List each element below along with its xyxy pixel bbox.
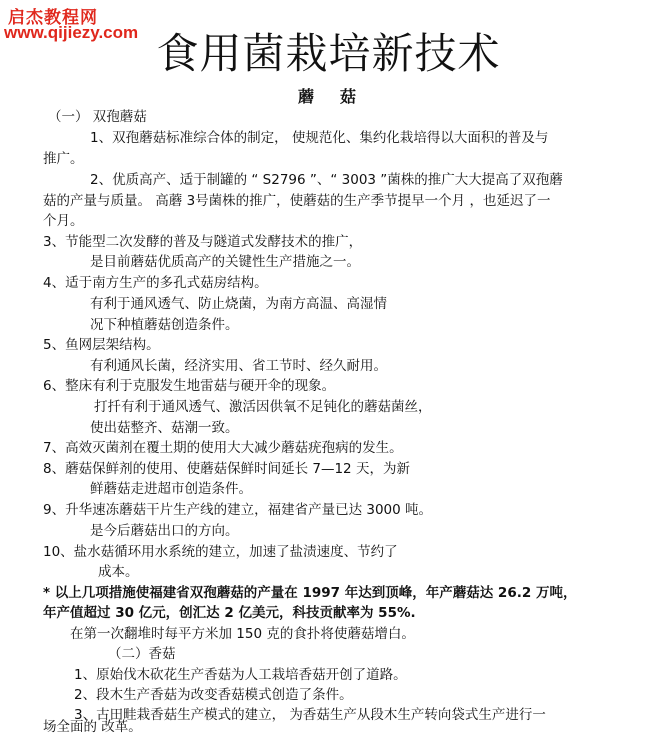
paragraph-line: 4、适于南方生产的多孔式菇房结构。 bbox=[43, 275, 268, 291]
document-title: 食用菌栽培新技术 bbox=[156, 29, 501, 78]
paragraph-line: 1、双孢蘑菇标准综合体的制定， 使规范化、集约化栽培得以大面积的普及与 bbox=[90, 130, 549, 146]
watermark-site-name: 启杰教程网 bbox=[8, 8, 98, 28]
summary-line: 年产值超过 30 亿元，创汇达 2 亿美元，科技贡献率为 55%. bbox=[43, 605, 416, 621]
paragraph-line: 推广。 bbox=[43, 151, 84, 167]
paragraph-line: 是目前蘑菇优质高产的关键性生产措施之一。 bbox=[90, 254, 360, 270]
paragraph-line: 况下种植蘑菇创造条件。 bbox=[90, 317, 239, 333]
paragraph-line: 9、升华速冻蘑菇干片生产线的建立，福建省产量已达 3000 吨。 bbox=[43, 502, 433, 518]
watermark-url: www.qijiezy.com bbox=[4, 23, 139, 42]
paragraph-line: 鲜蘑菇走进超市创造条件。 bbox=[90, 481, 252, 497]
paragraph-line: 3、节能型二次发酵的普及与隧道式发酵技术的推广， bbox=[43, 234, 363, 250]
paragraph-line: 10、盐水菇循环用水系统的建立，加速了盐渍速度、节约了 bbox=[43, 544, 398, 560]
section-heading: （二）香菇 bbox=[108, 646, 176, 662]
paragraph-line: 个月。 bbox=[43, 213, 84, 229]
summary-line: * 以上几项措施使福建省双孢蘑菇的产量在 1997 年达到顶峰，年产蘑菇达 26.2 万吨， bbox=[43, 585, 577, 601]
paragraph-line: 有利通风长菌，经济实用、省工节时、经久耐用。 bbox=[90, 358, 387, 374]
section-heading: （一） 双孢蘑菇 bbox=[48, 109, 147, 125]
paragraph-line: 2、段木生产香菇为改变香菇模式创造了条件。 bbox=[74, 687, 353, 703]
paragraph-line: 打扦有利于通风透气、激活因供氧不足钝化的蘑菇菌丝， bbox=[94, 399, 432, 415]
paragraph-line: 6、整床有利于克服发生地雷菇与硬开伞的现象。 bbox=[43, 378, 336, 394]
paragraph-line: 使出菇整齐、菇潮一致。 bbox=[90, 420, 239, 436]
paragraph-line: 在第一次翻堆时每平方米加 150 克的食扑将使蘑菇增白。 bbox=[70, 626, 415, 642]
paragraph-line: 7、高效灭菌剂在覆土期的使用大大减少蘑菇疣孢病的发生。 bbox=[43, 440, 403, 456]
paragraph-line: 8、蘑菇保鲜剂的使用、使蘑菇保鲜时间延长 7—12 天，为新 bbox=[43, 461, 410, 477]
paragraph-line: 3、古田畦栽香菇生产模式的建立， 为香菇生产从段木生产转向袋式生产进行一 bbox=[74, 707, 546, 723]
paragraph-line: 有利于通风透气、防止烧菌，为南方高温、高湿情 bbox=[90, 296, 387, 312]
paragraph-line: 1、原始伐木砍花生产香菇为人工栽培香菇开创了道路。 bbox=[74, 667, 407, 683]
paragraph-line: 场全面的 改革。 bbox=[43, 719, 142, 735]
paragraph-line: 5、鱼网层架结构。 bbox=[43, 337, 160, 353]
paragraph-line: 成本。 bbox=[98, 564, 139, 580]
paragraph-line: 菇的产量与质量。 高蘑 3号菌株的推广，使蘑菇的生产季节提早一个月 ，也延迟了一 bbox=[43, 193, 551, 209]
paragraph-line: 是今后蘑菇出口的方向。 bbox=[90, 523, 239, 539]
document-subtitle: 蘑菇 bbox=[298, 87, 383, 106]
paragraph-line: 2、优质高产、适于制罐的 “ S2796 ”、“ 3003 ”菌株的推广大大提高了双孢蘑 bbox=[90, 172, 563, 188]
